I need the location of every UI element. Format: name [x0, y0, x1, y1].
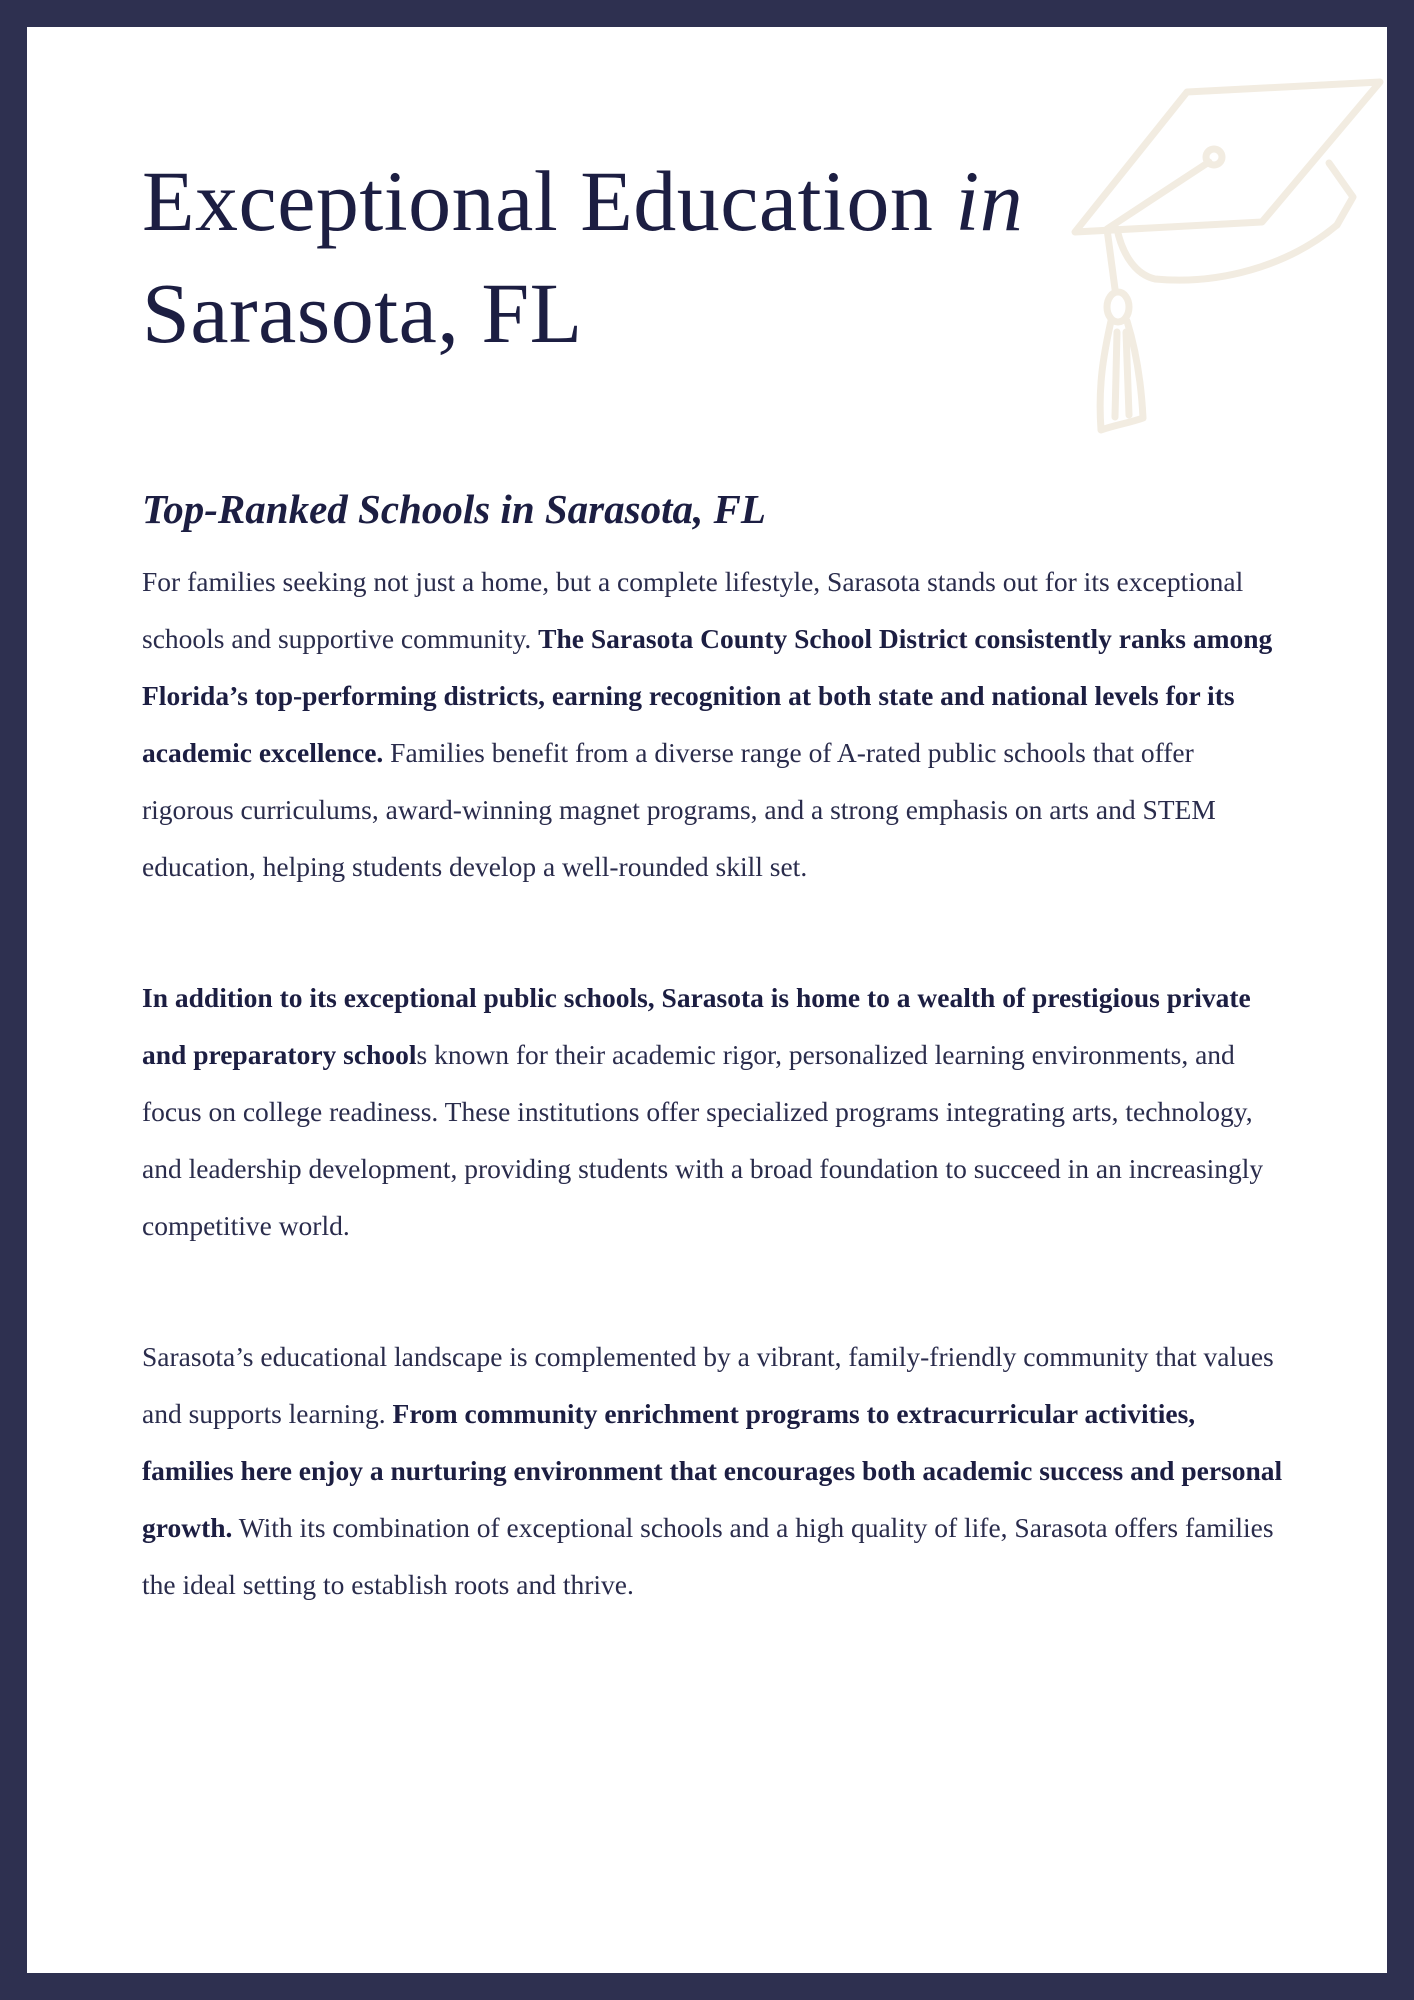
paragraph-highlight: The Sarasota County School District consistently ranks among Florida’s top-performing districts, earning recognition at both state and national levels for its academic excellence.	[142, 623, 1273, 768]
page-title	[142, 145, 1292, 369]
paragraph-intro	[142, 553, 1292, 895]
paragraph-community	[142, 1328, 1292, 1613]
paragraph-text: Sarasota’s educational landscape is complemented by a vibrant, family-friendly community that values and supports learning.	[142, 1341, 1274, 1429]
paragraph-private-schools	[142, 969, 1292, 1254]
paragraph-text: Families benefit from a diverse range of A-rated public schools that offer rigorous curriculums, award-winning magnet programs, and a strong emphasis on arts and STEM education, helping students develop a well-rounded skill set.	[142, 737, 1216, 882]
page-frame	[27, 27, 1387, 1973]
paragraph-text: For families seeking not just a home, but a complete lifestyle, Sarasota stands out for its exceptional schools and supportive community.	[142, 566, 1244, 654]
title-main: Exceptional Education	[142, 153, 934, 249]
title-italic-word: in	[955, 153, 1024, 249]
paragraph-highlight: In addition to its exceptional public schools, Sarasota is home to a wealth of prestigious private and preparatory school	[142, 982, 1251, 1070]
article	[142, 27, 1292, 1613]
title-location: Sarasota, FL	[142, 265, 583, 361]
paragraph-text: s known for their academic rigor, personalized learning environments, and focus on college readiness. These institutions offer specialized programs integrating arts, technology, and leadership development, providing students with a broad foundation to succeed in an increasingly competitive world.	[142, 1039, 1264, 1241]
paragraph-highlight: From community enrichment programs to extracurricular activities, families here enjoy a nurturing environment that encourages both academic success and personal growth.	[142, 1398, 1283, 1543]
paragraph-text: With its combination of exceptional schools and a high quality of life, Sarasota offers families the ideal setting to establish roots and thrive.	[142, 1512, 1274, 1600]
section-heading: Top-Ranked Schools in Sarasota, FL	[142, 486, 766, 532]
